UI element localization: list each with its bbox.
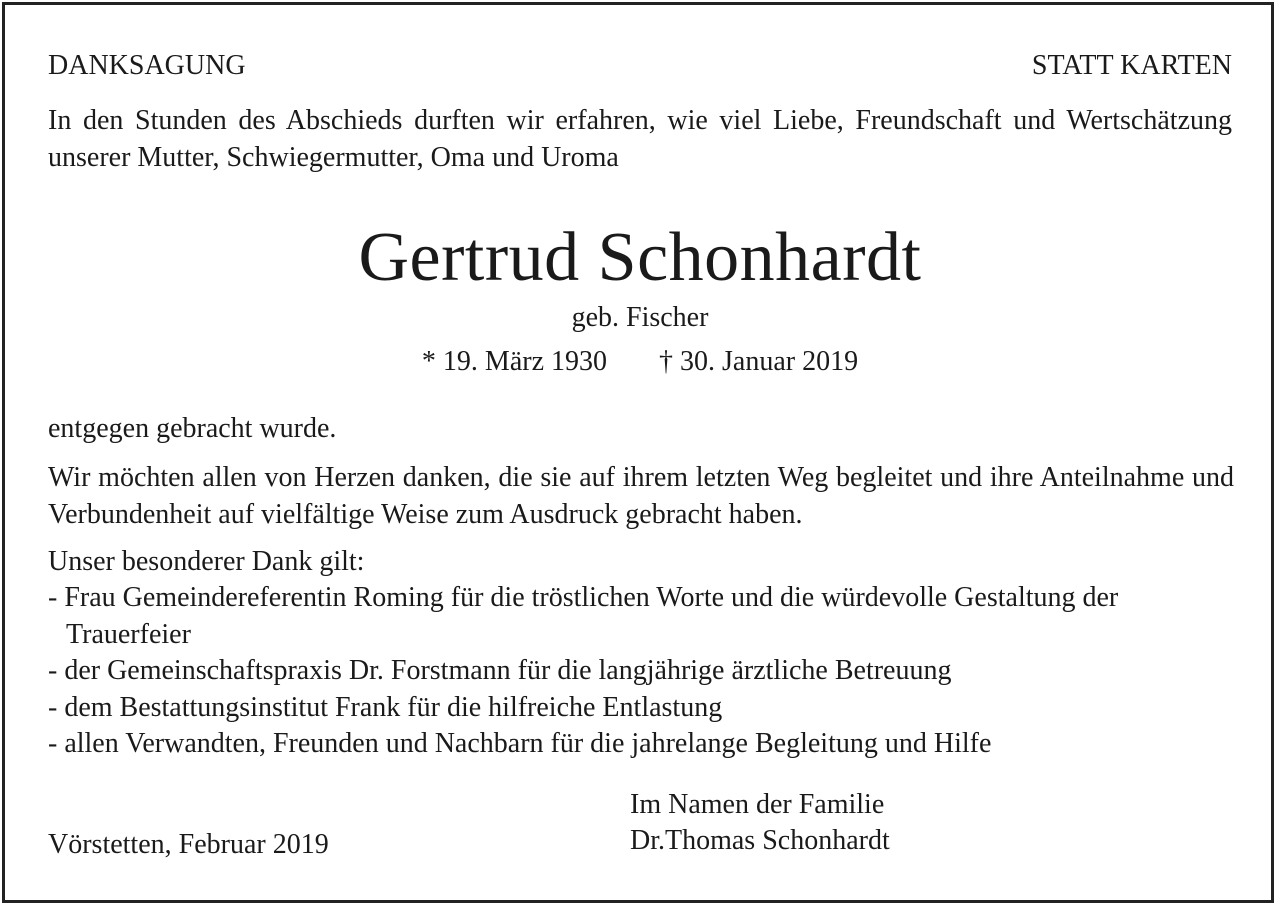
header-danksagung: DANKSAGUNG [48, 50, 246, 81]
thanks-item: - der Gemeinschaftspraxis Dr. Forstmann für die langjährige ärztliche Betreuung [48, 655, 952, 686]
birth-name: geb. Fischer [571, 302, 709, 333]
birth-date: * 19. März 1930 [421, 346, 607, 377]
place-date: Vörstetten, Februar 2019 [48, 829, 329, 860]
signature-line-1: Im Namen der Familie [630, 789, 885, 820]
body-paragraph-2: Wir möchten allen von Herzen danken, die sie auf ihrem letzten Weg begleitet und ihre Anteilnahme und Verbundenheit auf vielfältige Weise zum Ausdruck gebracht haben. [48, 462, 1234, 530]
thanks-heading: Unser besonderer Dank gilt: [48, 546, 365, 577]
thanks-item: - allen Verwandten, Freunden und Nachbarn für die jahrelange Begleitung und Hilfe [48, 728, 992, 759]
intro-paragraph: In den Stunden des Abschieds durften wir erfahren, wie viel Liebe, Freundschaft und Wertschätzung unserer Mutter, Schwiegermutter, Oma und Uroma [48, 105, 1232, 173]
thanks-item: - dem Bestattungsinstitut Frank für die hilfreiche Entlastung [48, 691, 723, 723]
signature-line-2: Dr.Thomas Schonhardt [630, 825, 890, 856]
thanks-list [48, 580, 1246, 763]
body-paragraph-1: entgegen gebracht wurde. [48, 413, 337, 444]
thanks-item: - Frau Gemeindereferentin Roming für die tröstlichen Worte und die würdevolle Gestaltung der Trauerfeier [48, 582, 1119, 650]
deceased-name: Gertrud Schonhardt [358, 219, 922, 296]
death-date: † 30. Januar 2019 [659, 346, 859, 377]
life-dates [0, 344, 1280, 380]
header-statt-karten: STATT KARTEN [1031, 50, 1232, 81]
